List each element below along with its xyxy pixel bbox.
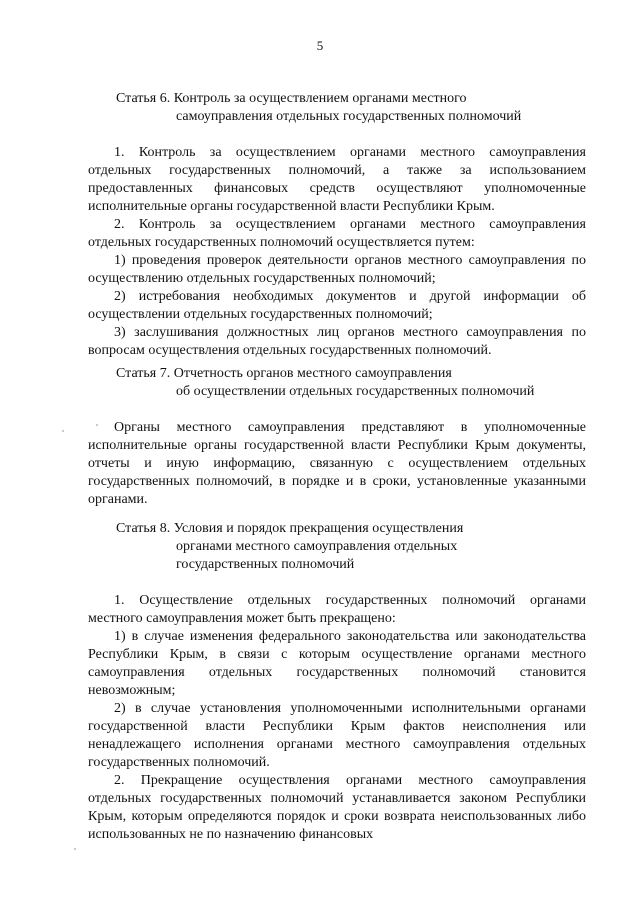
page-number: 5	[316, 38, 324, 53]
article-6-paragraph-2: 2. Контроль за осуществлением органами местного самоуправления отдельных государственных полномочий осуществляется путем:	[88, 217, 586, 250]
article-7-body	[88, 419, 586, 509]
scan-speck	[96, 424, 98, 426]
article-8-paragraph-2: 1) в случае изменения федерального законодательства или законодательства Республики Крым, в связи с которым осуществление органами местного самоуправления отдельных государственных полномочий становится невозможным;	[88, 629, 586, 698]
article-8-title-line-3: государственных полномочий	[176, 557, 355, 572]
article-8-paragraph-4: 2. Прекращение осуществления органами местного самоуправления отдельных государственных полномочий устанавливается законом Республики Крым, которым определяются порядок и сроки возврата неиспользованных либо использованных не по назначению финансовых	[88, 773, 586, 842]
article-7-title-line-2: об осуществлении отдельных государственных полномочий	[176, 384, 535, 399]
article-8-title-line-2: органами местного самоуправления отдельных	[176, 539, 458, 554]
article-7-title-line-1: Статья 7. Отчетность органов местного самоуправления	[116, 366, 452, 381]
article-8-title	[116, 520, 463, 574]
article-8-paragraph-1: 1. Осуществление отдельных государственных полномочий органами местного самоуправления может быть прекращено:	[88, 593, 586, 626]
article-6-paragraph-5: 3) заслушивания должностных лиц органов местного самоуправления по вопросам осуществления отдельных государственных полномочий.	[88, 325, 586, 358]
article-6-body	[88, 144, 586, 360]
scan-speck	[74, 848, 76, 850]
article-8-body	[88, 592, 586, 844]
article-6-title	[116, 90, 521, 126]
scan-speck	[62, 430, 64, 432]
article-8-title-line-1: Статья 8. Условия и порядок прекращения осуществления	[116, 521, 464, 536]
article-6-paragraph-1: 1. Контроль за осуществлением органами местного самоуправления отдельных государственных полномочий, а также за использованием предоставленных финансовых средств осуществляют уполномоченные исполнительные органы государственной власти Республики Крым.	[88, 145, 586, 214]
article-6-paragraph-4: 2) истребования необходимых документов и другой информации об осуществлении отдельных государственных полномочий;	[88, 289, 586, 322]
article-6-paragraph-3: 1) проведения проверок деятельности органов местного самоуправления по осуществлению отдельных государственных полномочий;	[88, 253, 586, 286]
article-7-paragraph-1: Органы местного самоуправления представляют в уполномоченные исполнительные органы государственной власти Республики Крым документы, отчеты и иную информацию, связанную с осуществлением отдельных государственных полномочий, в порядке и в сроки, установленные указанными органами.	[88, 420, 586, 507]
article-6-title-line-1: Статья 6. Контроль за осуществлением органами местного	[116, 91, 467, 106]
article-7-title	[116, 365, 534, 401]
article-6-title-line-2: самоуправления отдельных государственных полномочий	[176, 109, 522, 124]
article-8-paragraph-3: 2) в случае установления уполномоченными исполнительными органами государственной власти Республики Крым фактов неисполнения или ненадлежащего исполнения органами местного самоуправления отдельных государственных полномочий.	[88, 701, 586, 770]
